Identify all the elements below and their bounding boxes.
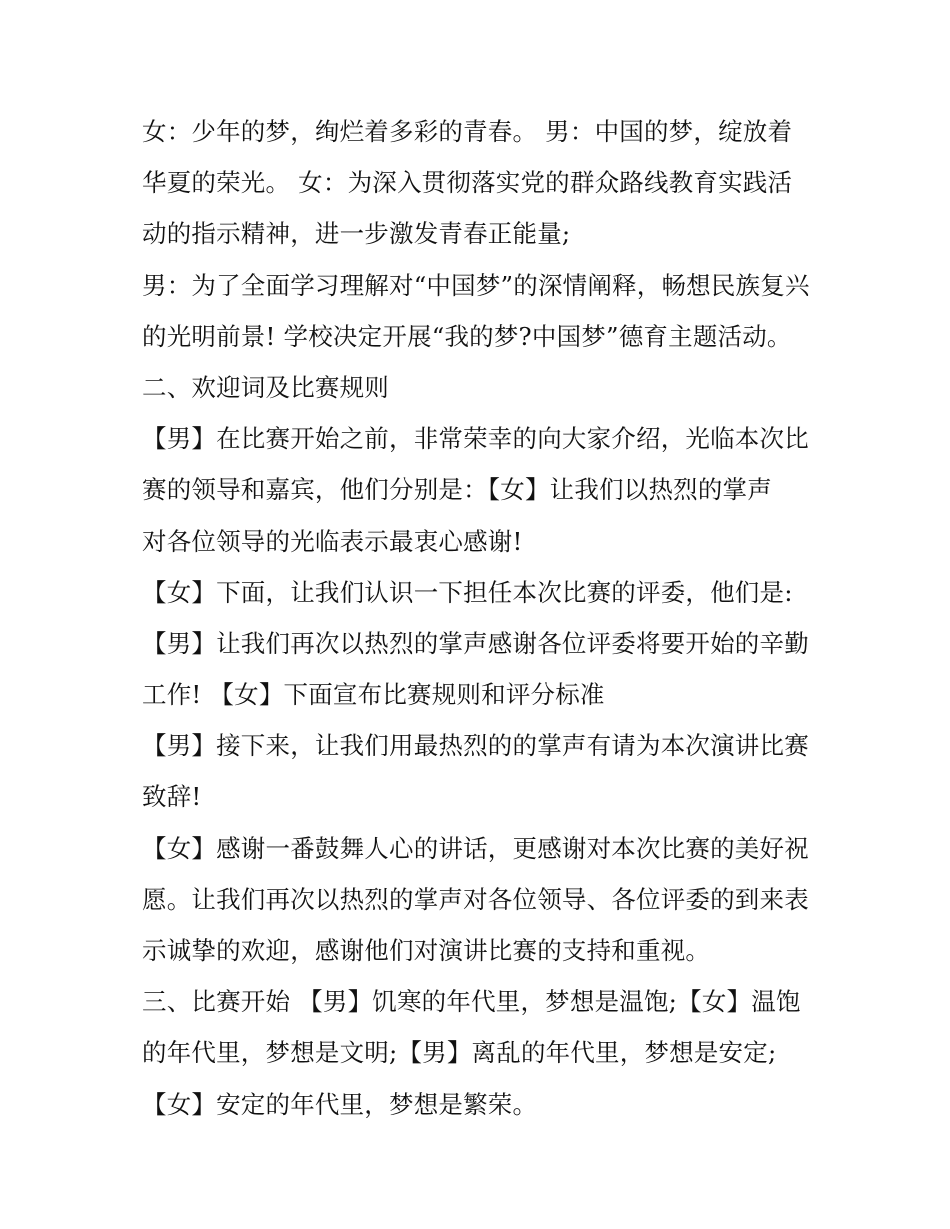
text-line: 【男】让我们再次以热烈的掌声感谢各位评委将要开始的辛勤 [142,628,809,658]
text-line: 动的指示精神，进一步激发青春正能量; [142,219,571,249]
text-line: 致辞! [142,782,202,812]
text-line: 【女】安定的年代里，梦想是繁荣。 [142,1089,538,1119]
text-line: 男：为了全面学习理解对“中国梦”的深情阐释，畅想民族复兴 [142,270,810,300]
document-body [142,106,822,1130]
text-line: 【女】感谢一番鼓舞人心的讲话，更感谢对本次比赛的美好祝 [142,833,809,863]
section-heading: 二、欢迎词及比赛规则 [142,372,389,402]
text-line: 示诚挚的欢迎，感谢他们对演讲比赛的支持和重视。 [142,936,711,965]
text-line: 【男】在比赛开始之前，非常荣幸的向大家介绍，光临本次比 [142,424,809,454]
text-line: 愿。让我们再次以热烈的掌声对各位领导、各位评委的到来表 [142,884,809,914]
text-line: 【男】接下来，让我们用最热烈的的掌声有请为本次演讲比赛 [142,731,809,761]
text-line: 女：少年的梦，绚烂着多彩的青春。 男：中国的梦，绽放着 [142,117,793,146]
text-line: 的年代里，梦想是文明;【男】离乱的年代里，梦想是安定; [142,1038,777,1068]
text-line: 【女】下面，让我们认识一下担任本次比赛的评委，他们是: [142,577,793,607]
text-line: 赛的领导和嘉宾，他们分别是：【女】让我们以热烈的掌声 [142,475,772,505]
text-line: 对各位领导的光临表示最衷心感谢! [142,526,523,556]
text-line: 华夏的荣光。 女：为深入贯彻落实党的群众路线教育实践活 [142,168,793,198]
text-line: 的光明前景! 学校决定开展“我的梦?中国梦”德育主题活动。 [142,321,792,351]
section-heading: 三、比赛开始 【男】饥寒的年代里，梦想是温饱;【女】温饱 [142,987,801,1017]
text-line: 工作! 【女】下面宣布比赛规则和评分标准 [142,680,605,710]
